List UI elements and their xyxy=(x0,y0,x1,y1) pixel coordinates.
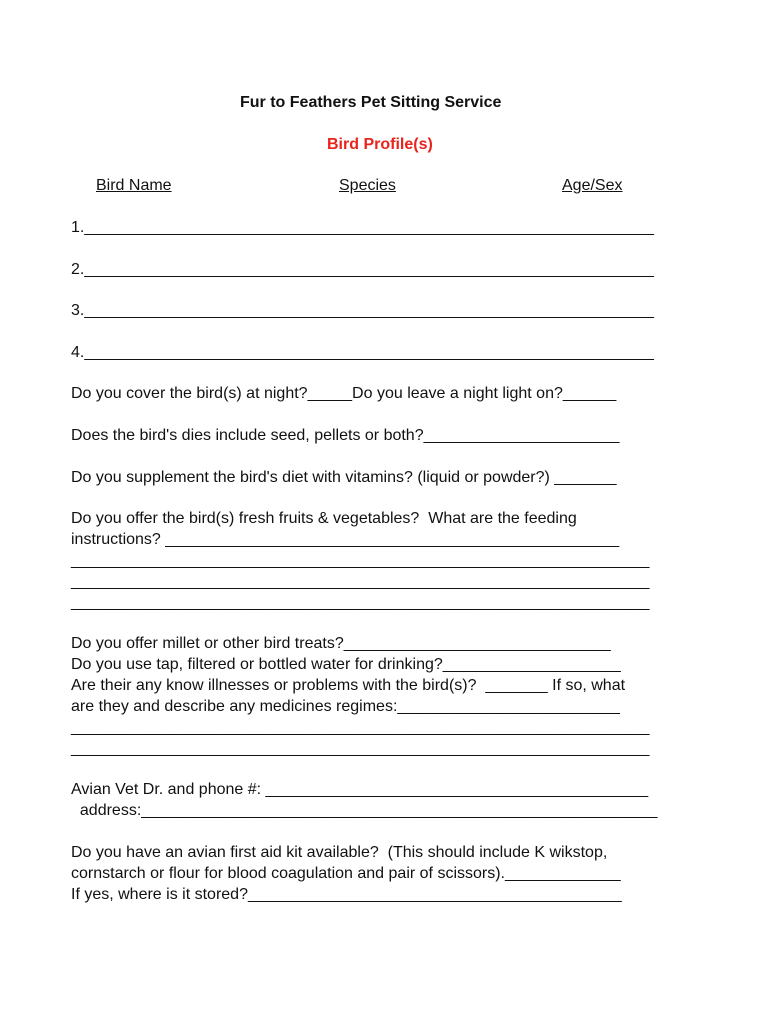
question-treats[interactable]: Do you offer millet or other bird treats?______________________________ xyxy=(71,635,611,652)
question-fruits-line-1: Do you offer the bird(s) fresh fruits & vegetables? What are the feeding xyxy=(71,510,577,527)
bird-line-1[interactable]: 1.________________________________________________________________ xyxy=(71,219,654,236)
bird-line-4[interactable]: 4.________________________________________________________________ xyxy=(71,344,654,361)
page-title: Fur to Feathers Pet Sitting Service xyxy=(240,94,502,111)
question-vet[interactable]: Avian Vet Dr. and phone #: ___________________________________________ xyxy=(71,781,649,798)
header-species: Species xyxy=(339,177,396,194)
bird-line-3[interactable]: 3.________________________________________________________________ xyxy=(71,302,654,319)
answer-blank-line[interactable]: _________________________________________________________________ xyxy=(71,552,650,569)
answer-blank-line[interactable]: _________________________________________________________________ xyxy=(71,740,650,757)
question-fruits-line-2[interactable]: instructions? ___________________________________________________ xyxy=(71,531,620,548)
question-first-aid-line-2[interactable]: cornstarch or flour for blood coagulation and pair of scissors)._____________ xyxy=(71,865,621,882)
question-vet-address[interactable]: address:__________________________________________________________ xyxy=(71,802,658,819)
question-diet[interactable]: Does the bird's dies include seed, pellets or both?______________________ xyxy=(71,427,620,444)
answer-blank-line[interactable]: _________________________________________________________________ xyxy=(71,719,650,736)
question-illness-line-2[interactable]: are they and describe any medicines regimes:_________________________ xyxy=(71,698,620,715)
header-bird-name: Bird Name xyxy=(96,177,172,194)
page-subtitle: Bird Profile(s) xyxy=(327,136,433,153)
bird-line-2[interactable]: 2.________________________________________________________________ xyxy=(71,261,654,278)
question-first-aid-line-1: Do you have an avian first aid kit available? (This should include K wikstop, xyxy=(71,844,608,861)
answer-blank-line[interactable]: _________________________________________________________________ xyxy=(71,594,650,611)
question-night-cover[interactable]: Do you cover the bird(s) at night?_____Do you leave a night light on?______ xyxy=(71,385,617,402)
header-age-sex: Age/Sex xyxy=(562,177,623,194)
question-first-aid-line-3[interactable]: If yes, where is it stored?__________________________________________ xyxy=(71,886,622,903)
question-illness-line-1[interactable]: Are their any know illnesses or problems with the bird(s)? _______ If so, what xyxy=(71,677,626,694)
question-vitamins[interactable]: Do you supplement the bird's diet with vitamins? (liquid or powder?) _______ xyxy=(71,469,617,486)
answer-blank-line[interactable]: _________________________________________________________________ xyxy=(71,573,650,590)
question-water[interactable]: Do you use tap, filtered or bottled water for drinking?____________________ xyxy=(71,656,621,673)
